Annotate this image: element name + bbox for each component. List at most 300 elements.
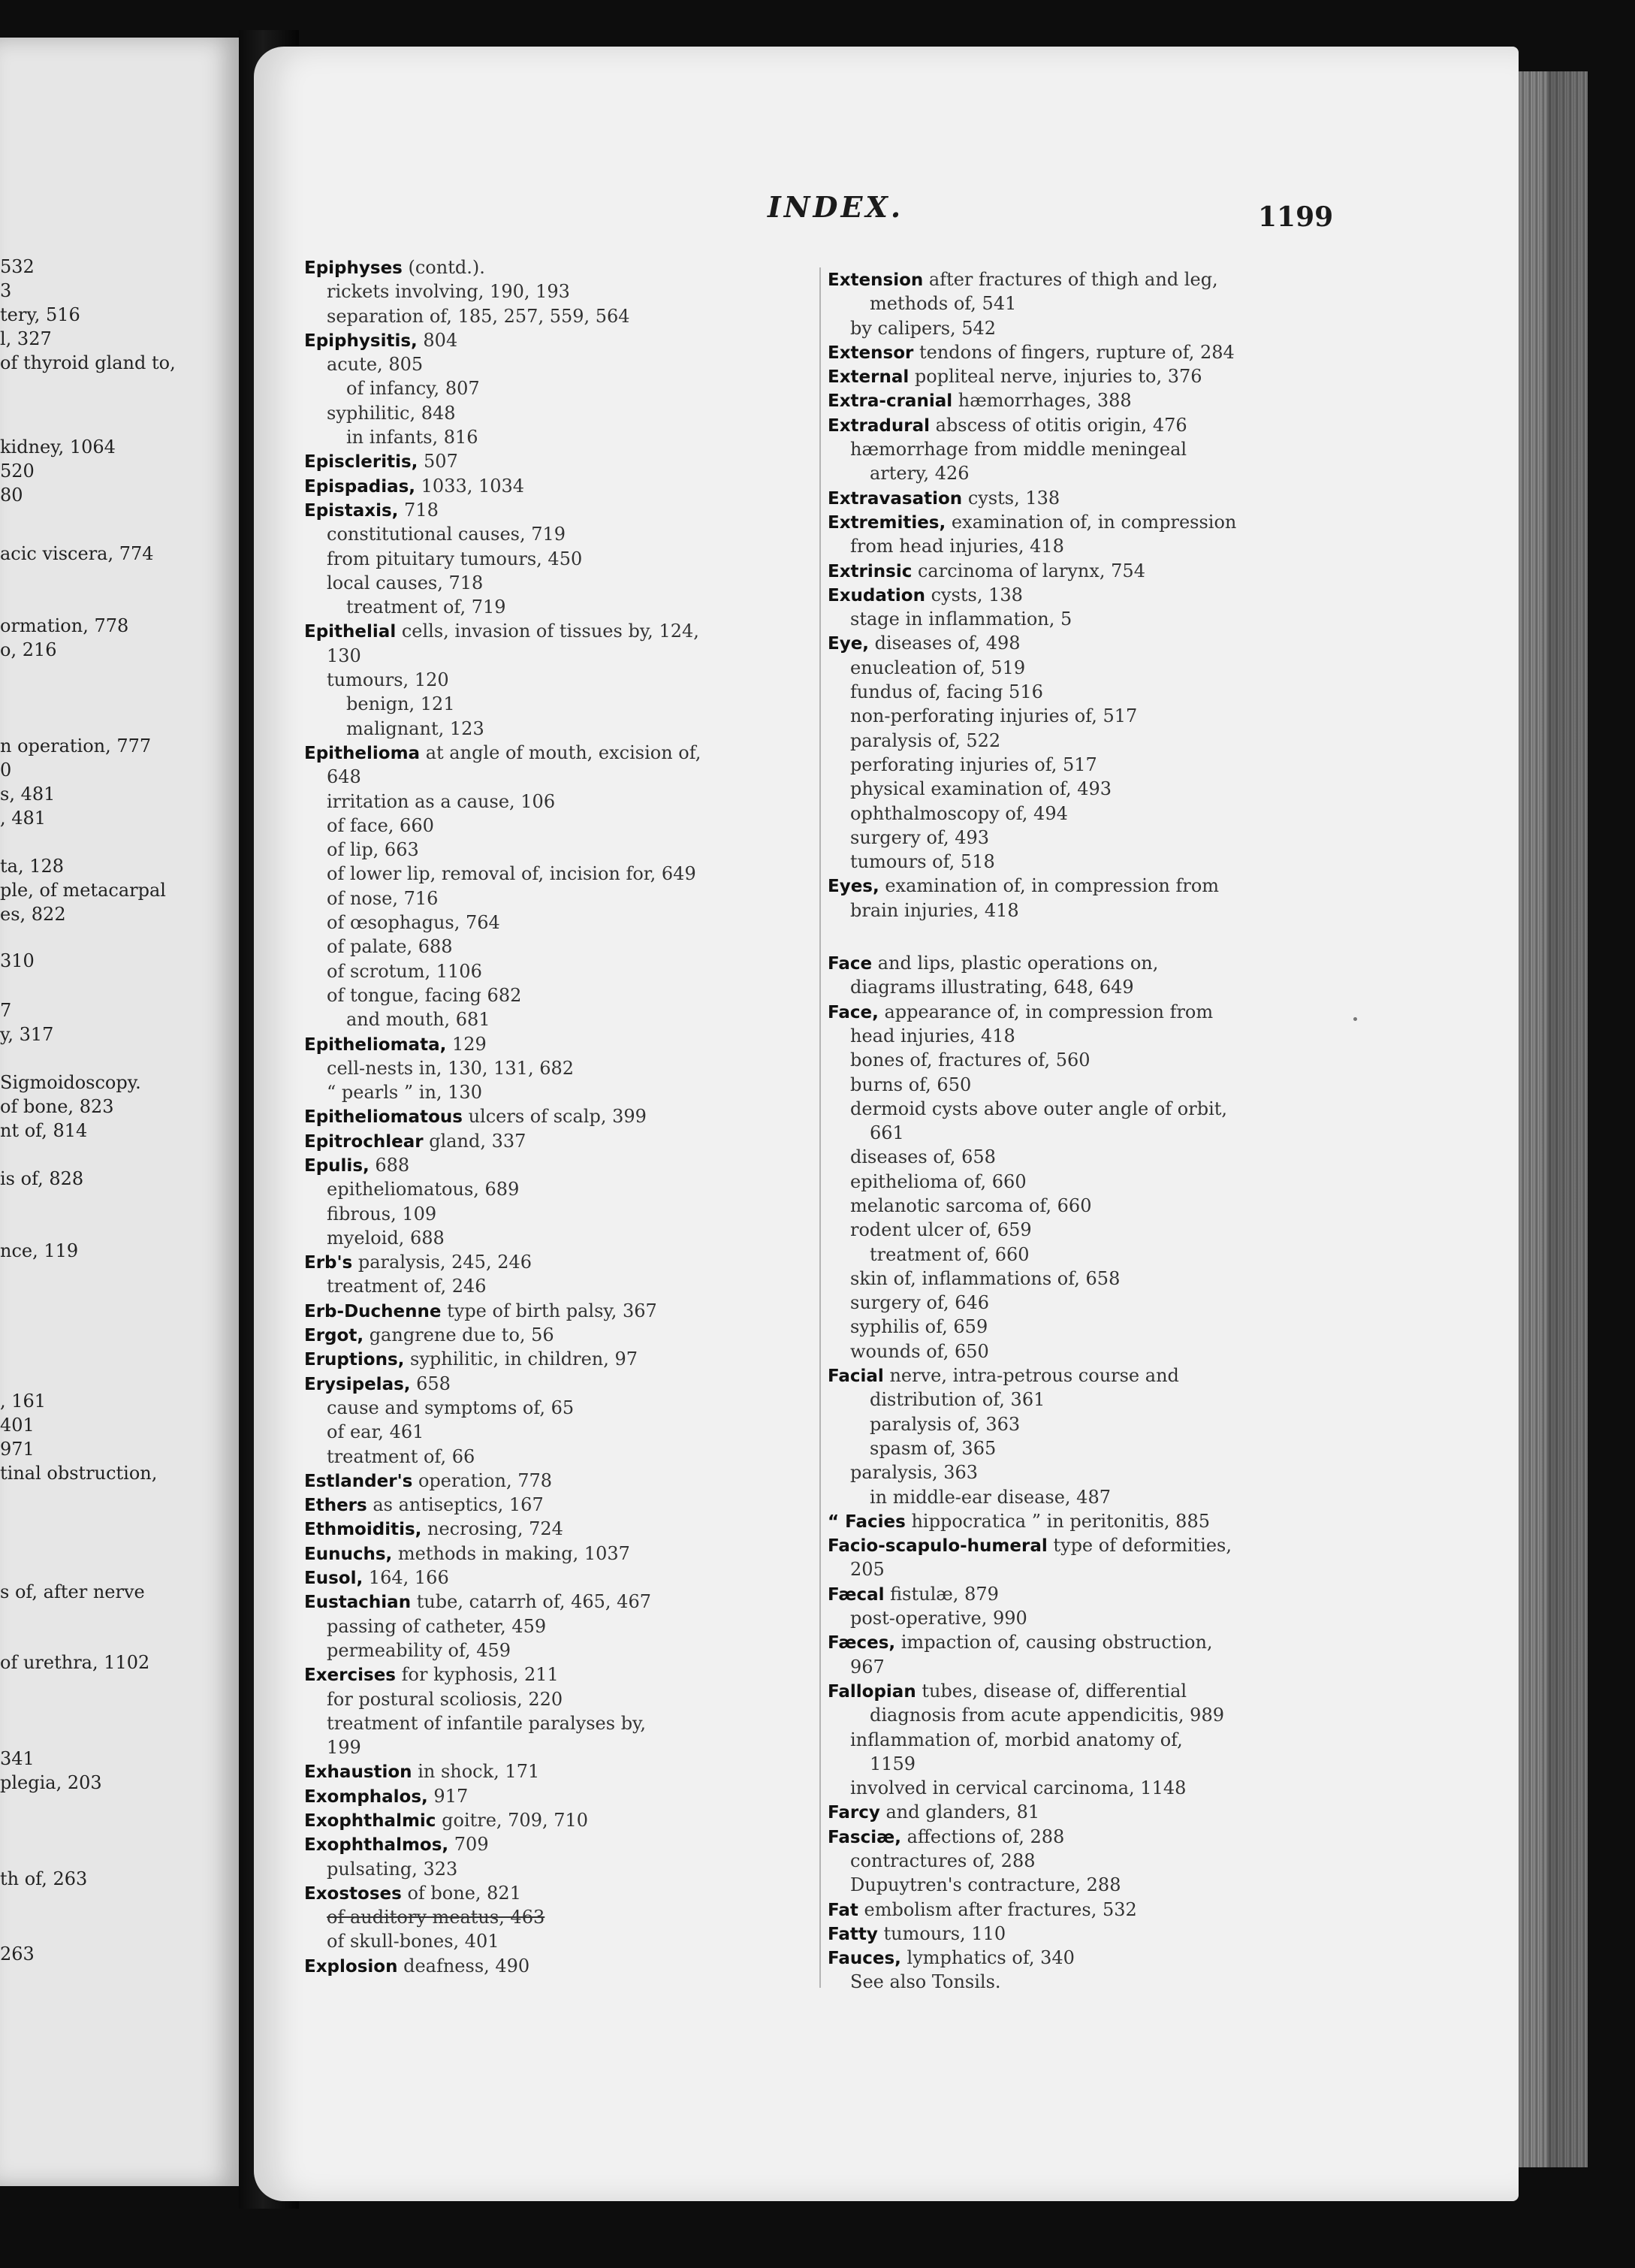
entry-heading: Extrinsic [828,561,913,581]
entry-heading: Eyes, [828,877,879,897]
index-entry [828,1582,1316,1606]
index-entry [304,255,815,279]
index-entry [304,1808,815,1832]
entry-text: of nose, 716 [327,887,439,909]
index-entry [304,619,815,643]
index-subentry [828,898,1316,923]
entry-text: of scrotum, 1106 [327,960,482,982]
index-subentry [828,1485,1316,1509]
entry-heading: Episcleritis, [304,452,418,473]
entry-text: 129 [446,1033,487,1055]
index-subentry [304,1905,815,1929]
index-subentry [828,1412,1316,1436]
index-subentry [828,1097,1316,1121]
entry-text: in middle-ear disease, 487 [870,1486,1111,1508]
entry-text: appearance of, in compression from [878,1001,1214,1022]
facing-page-text: 0 [0,760,12,781]
entry-text: “ pearls ” in, 130 [327,1082,482,1104]
facing-page-text: 341 [0,1748,35,1769]
entry-text: necrosing, 724 [421,1518,563,1540]
facing-page-text: , 481 [0,808,47,829]
index-subentry [304,692,815,716]
index-subentry [304,1445,815,1469]
index-entry [304,1759,815,1783]
entry-heading: Extension [828,270,924,290]
index-subentry [828,1460,1316,1484]
entry-text: hippocratica ” in peritonitis, 885 [905,1510,1210,1532]
entry-heading: Explosion [304,1956,398,1977]
entry-heading: Extensor [828,343,914,363]
entry-text: popliteal nerve, injuries to, 376 [909,366,1202,388]
entry-heading: Facial [828,1367,884,1387]
entry-text: of lip, 663 [327,839,419,861]
entry-text: physical examination of, 493 [850,778,1112,800]
index-subentry [304,838,815,862]
entry-text: tendons of fingers, rupture of, 284 [913,341,1235,363]
entry-text: 688 [369,1154,410,1176]
index-entry [828,364,1316,388]
entry-text: cysts, 138 [925,584,1023,606]
entry-heading: Epithelioma [304,743,421,763]
entry-text: epithelioma of, 660 [850,1170,1027,1192]
index-subentry [304,1857,815,1881]
entry-heading: Ergot, [304,1326,364,1346]
entry-text: gland, 337 [423,1130,526,1152]
column-divider [819,267,821,1988]
index-entry [828,1509,1316,1533]
entry-text: 1159 [870,1753,916,1774]
entry-text: spasm of, 365 [870,1437,997,1459]
entry-text: local causes, 718 [327,572,484,593]
index-subentry [304,765,815,789]
index-entry [828,631,1316,655]
entry-text: syphilitic, 848 [327,402,456,424]
index-subentry [828,1436,1316,1460]
entry-text: treatment of, 719 [346,596,506,618]
entry-heading: Epiphyses [304,258,403,278]
index-entry [828,583,1316,607]
entry-text: of auditory meatus, 463 [327,1907,545,1928]
entry-text: impaction of, causing obstruction, [895,1632,1213,1653]
index-column-left [304,255,815,1978]
entry-text: treatment of, 660 [870,1243,1030,1265]
index-entry [828,1630,1316,1654]
index-column-right [828,267,1316,1995]
index-entry [304,1784,815,1808]
entry-text: rickets involving, 190, 193 [327,281,570,303]
entry-text: syphilis of, 659 [850,1316,988,1338]
section-gap [828,923,1316,951]
facing-page-text: of thyroid gland to, [0,352,176,373]
entry-text: in shock, 171 [412,1761,540,1783]
index-subentry [828,437,1316,461]
entry-text: epitheliomatous, 689 [327,1179,520,1200]
index-subentry [304,911,815,935]
entry-text: 718 [398,499,439,521]
facing-page-text: n operation, 777 [0,735,152,757]
index-subentry [304,401,815,425]
index-subentry [828,1243,1316,1267]
entry-text: permeability of, 459 [327,1639,511,1661]
index-entry [828,559,1316,583]
entry-heading: Fauces, [828,1949,901,1969]
index-entry [828,413,1316,437]
facing-page-text: ormation, 778 [0,615,129,636]
index-entry [828,874,1316,898]
entry-text: involved in cervical carcinoma, 1148 [850,1777,1187,1799]
index-entry [304,449,815,473]
facing-page-text: plegia, 203 [0,1772,102,1793]
entry-text: acute, 805 [327,354,424,376]
entry-text: 205 [850,1559,885,1581]
index-subentry [828,1339,1316,1364]
index-subentry [304,1007,815,1031]
entry-text: benign, 121 [346,693,455,715]
index-subentry [828,656,1316,680]
entry-text: ophthalmoscopy of, 494 [850,802,1068,824]
index-subentry [304,1638,815,1662]
index-entry [304,1832,815,1856]
index-subentry [828,534,1316,558]
index-entry [304,474,815,498]
entry-text: paralysis, 245, 246 [352,1252,532,1273]
facing-page-text: s, 481 [0,784,56,805]
entry-text: tubes, disease of, differential [916,1680,1187,1702]
entry-text: 648 [327,766,361,788]
index-subentry [304,279,815,304]
entry-text: 967 [850,1656,885,1678]
index-subentry [304,644,815,668]
index-subentry [828,1388,1316,1412]
index-subentry [828,1557,1316,1581]
entry-heading: Epithelial [304,622,397,642]
entry-text: diseases of, 658 [850,1146,996,1168]
entry-heading: Erysipelas, [304,1374,411,1394]
index-subentry [828,975,1316,999]
entry-text: inflammation of, morbid anatomy of, [850,1729,1183,1750]
index-subentry [304,1274,815,1298]
entry-text: gangrene due to, 56 [364,1324,554,1346]
entry-heading: Ethers [304,1496,367,1516]
facing-page-text: th of, 263 [0,1868,88,1889]
index-subentry [304,1177,815,1201]
entry-text: in infants, 816 [346,427,478,448]
index-entry [304,498,815,522]
index-entry [828,1679,1316,1703]
entry-text: perforating injuries of, 517 [850,753,1097,775]
index-entry [828,1364,1316,1388]
entry-heading: Eunuchs, [304,1544,393,1564]
entry-text: embolism after fractures, 532 [858,1898,1137,1920]
entry-heading: Erb-Duchenne [304,1301,442,1321]
index-subentry [828,1145,1316,1169]
entry-text: surgery of, 493 [850,826,990,848]
paper-speck [1353,1017,1357,1021]
entry-heading: Fæces, [828,1633,896,1653]
index-subentry [304,1420,815,1444]
index-subentry [828,1194,1316,1218]
entry-text: operation, 778 [412,1469,553,1491]
index-subentry [304,959,815,983]
entry-text: goitre, 709, 710 [436,1810,589,1831]
index-subentry [828,1170,1316,1194]
entry-text: 199 [327,1737,361,1759]
entry-heading: Fatty [828,1924,878,1944]
entry-text: syphilitic, in children, 97 [404,1348,638,1370]
entry-heading: Extra-cranial [828,391,953,412]
entry-heading: Erb's [304,1253,353,1273]
index-subentry [828,1655,1316,1679]
running-title: INDEX. [768,190,904,224]
index-subentry [304,1226,815,1250]
facing-page-text: nt of, 814 [0,1120,88,1141]
index-entry [304,741,815,765]
index-subentry [828,1970,1316,1994]
index-subentry [828,850,1316,874]
index-subentry [828,1728,1316,1752]
entry-heading: Epulis, [304,1155,370,1176]
entry-heading: Epitheliomatous [304,1107,463,1128]
entry-text: of œsophagus, 764 [327,912,500,934]
entry-text: of palate, 688 [327,936,453,958]
entry-text: constitutional causes, 719 [327,524,566,545]
index-entry [304,1104,815,1128]
index-subentry [828,291,1316,316]
index-subentry [828,1024,1316,1048]
entry-heading: Fasciæ, [828,1827,901,1847]
facing-page-text: 80 [0,485,23,506]
index-subentry [304,814,815,838]
index-entry [304,1153,815,1177]
entry-heading: Ethmoiditis, [304,1520,422,1540]
entry-text: for kyphosis, 211 [396,1664,559,1686]
index-entry [304,1469,815,1493]
index-entry [304,1250,815,1274]
index-subentry [304,595,815,619]
entry-text: separation of, 185, 257, 559, 564 [327,305,630,327]
entry-text: head injuries, 418 [850,1025,1015,1046]
entry-heading: Eye, [828,634,870,654]
facing-page-text: 532 [0,256,35,277]
facing-page-text: es, 822 [0,904,66,925]
index-subentry [828,461,1316,485]
index-subentry [304,571,815,595]
entry-heading: Exomphalos, [304,1786,428,1807]
index-subentry [828,826,1316,850]
entry-text: fundus of, facing 516 [850,681,1043,703]
facing-page-fragment [0,38,239,2186]
facing-page-text: tinal obstruction, [0,1463,158,1484]
index-entry [828,267,1316,291]
index-entry [304,1129,815,1153]
entry-text: 130 [327,645,361,666]
entry-text: rodent ulcer of, 659 [850,1219,1032,1241]
facing-page-text: 310 [0,950,35,971]
index-subentry [828,1121,1316,1145]
entry-text: treatment of infantile paralyses by, [327,1712,647,1734]
index-entry [304,1517,815,1541]
index-entry [828,1922,1316,1946]
index-subentry [304,1614,815,1638]
entry-text: 164, 166 [363,1567,449,1589]
facing-page-text: of urethra, 1102 [0,1652,150,1673]
entry-text: cysts, 138 [962,487,1060,509]
entry-heading: Epitheliomata, [304,1034,447,1055]
index-subentry [304,1396,815,1420]
facing-page-text: 520 [0,461,35,482]
facing-page-text: y, 317 [0,1024,54,1045]
entry-text: enucleation of, 519 [850,657,1026,678]
entry-text: 507 [418,451,458,473]
entry-text: as antiseptics, 167 [367,1494,544,1516]
entry-text: tumours, 110 [877,1922,1006,1944]
entry-text: and lips, plastic operations on, [872,953,1159,974]
entry-text: cause and symptoms of, 65 [327,1397,575,1418]
index-entry [828,1825,1316,1849]
index-subentry [828,1703,1316,1727]
entry-text: 658 [410,1373,451,1394]
index-entry [828,1533,1316,1557]
entry-text: 804 [417,329,458,351]
entry-text: malignant, 123 [346,717,484,739]
entry-text: lymphatics of, 340 [900,1947,1075,1969]
index-subentry [304,425,815,449]
entry-heading: Epitrochlear [304,1131,424,1152]
index-subentry [828,607,1316,631]
entry-heading: Fallopian [828,1681,916,1702]
entry-text: non-perforating injuries of, 517 [850,705,1138,727]
index-entry [304,1590,815,1614]
entry-text: from head injuries, 418 [850,536,1064,557]
index-entry [304,1299,815,1323]
entry-text: 661 [870,1122,904,1144]
entry-heading: Exercises [304,1666,396,1686]
entry-text: of face, 660 [327,814,434,836]
index-subentry [304,790,815,814]
entry-heading: External [828,367,910,388]
entry-text: tube, catarrh of, 465, 467 [411,1591,651,1613]
index-subentry [304,1711,815,1735]
entry-text: 1033, 1034 [415,475,525,497]
index-entry [828,1000,1316,1024]
index-entry [304,1662,815,1687]
entry-text: cells, invasion of tissues by, 124, [396,621,699,642]
index-entry [828,1800,1316,1824]
index-subentry [828,1849,1316,1873]
entry-text: fistulæ, 879 [884,1583,999,1605]
index-entry [828,510,1316,534]
entry-text: burns of, 650 [850,1074,972,1095]
entry-text: from pituitary tumours, 450 [327,548,583,569]
index-subentry [828,1073,1316,1097]
entry-text: methods of, 541 [870,293,1017,315]
entry-text: affections of, 288 [900,1826,1065,1847]
facing-page-text: nce, 119 [0,1240,79,1261]
entry-text: by calipers, 542 [850,317,997,339]
index-entry [828,1898,1316,1922]
index-subentry [304,668,815,692]
entry-text: fibrous, 109 [327,1203,437,1225]
entry-text: brain injuries, 418 [850,899,1019,921]
entry-text: and glanders, 81 [879,1801,1040,1823]
entry-text: tumours, 120 [327,669,449,691]
facing-page-text: l, 327 [0,328,52,349]
entry-text: See also Tonsils. [850,1971,1001,1993]
index-subentry [304,1735,815,1759]
index-subentry [828,704,1316,728]
index-subentry [828,1048,1316,1072]
entry-text: myeloid, 688 [327,1227,445,1249]
index-subentry [828,802,1316,826]
entry-text: pulsating, 323 [327,1858,458,1880]
index-subentry [304,1687,815,1711]
facing-page-text: 3 [0,280,12,301]
entry-heading: Epistaxis, [304,500,399,521]
index-subentry [828,1776,1316,1800]
entry-text: stage in inflammation, 5 [850,609,1072,630]
entry-heading: Extravasation [828,488,963,509]
facing-page-text: 971 [0,1439,35,1460]
entry-text: of infancy, 807 [346,378,480,400]
index-subentry [828,729,1316,753]
facing-page-text: s of, after nerve [0,1581,145,1602]
facing-page-text: is of, 828 [0,1168,84,1189]
index-subentry [828,1873,1316,1897]
entry-text: tumours of, 518 [850,851,995,873]
facing-page-text: o, 216 [0,639,57,660]
entry-text: abscess of otitis origin, 476 [930,414,1187,436]
index-entry [304,1566,815,1590]
index-subentry [828,777,1316,801]
entry-heading: Face [828,954,873,974]
entry-heading: Epispadias, [304,476,416,497]
index-subentry [828,1752,1316,1776]
entry-text: nerve, intra-petrous course and [883,1365,1179,1387]
entry-text: skin of, inflammations of, 658 [850,1267,1121,1289]
entry-text: deafness, 490 [397,1955,530,1977]
entry-text: diagnosis from acute appendicitis, 989 [870,1705,1224,1726]
index-subentry [304,1056,815,1080]
index-subentry [828,1267,1316,1291]
index-subentry [304,352,815,376]
entry-text: passing of catheter, 459 [327,1615,547,1637]
index-entry [304,1542,815,1566]
entry-heading: Face, [828,1002,879,1022]
entry-heading: Estlander's [304,1471,413,1491]
index-subentry [304,1929,815,1953]
index-entry [304,1372,815,1396]
entry-text: carcinoma of larynx, 754 [912,560,1145,581]
entry-heading: Eusol, [304,1569,364,1589]
index-subentry [304,1202,815,1226]
entry-text: wounds of, 650 [850,1340,989,1362]
index-subentry [304,886,815,911]
entry-text: and mouth, 681 [346,1009,490,1031]
entry-text: of tongue, facing 682 [327,984,522,1006]
entry-heading: Fat [828,1900,858,1920]
index-entry [828,486,1316,510]
entry-text: type of birth palsy, 367 [441,1300,657,1321]
entry-heading: Exudation [828,585,925,606]
entry-text: diagrams illustrating, 648, 649 [850,977,1134,998]
index-subentry [828,753,1316,777]
entry-text: at angle of mouth, excision of, [420,741,701,763]
index-subentry [304,376,815,400]
entry-heading: Exophthalmos, [304,1835,449,1856]
index-subentry [304,1080,815,1104]
entry-heading: Extradural [828,415,930,436]
entry-text: examination of, in compression [946,511,1237,533]
